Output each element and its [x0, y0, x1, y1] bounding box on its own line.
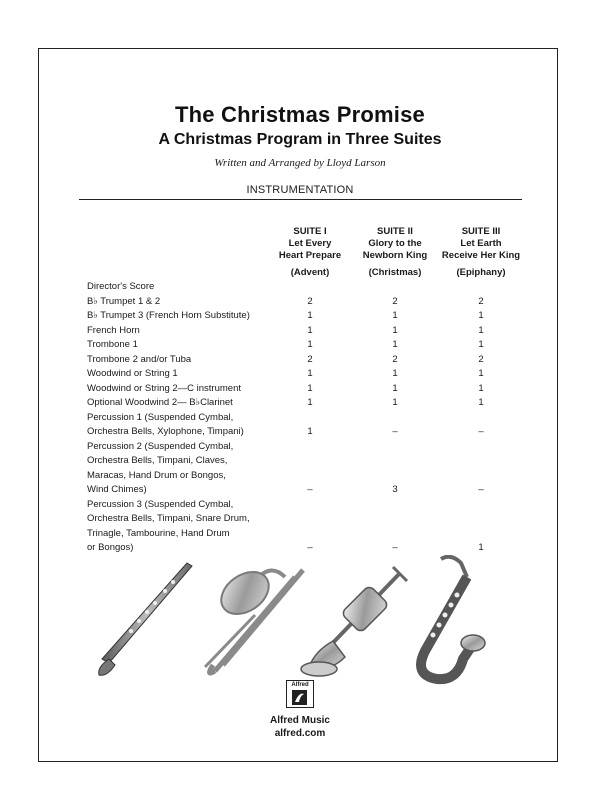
clarinet-icon [99, 563, 192, 675]
suite-2-count: 1 [392, 368, 398, 379]
table-row [87, 295, 527, 310]
suite-header-3 [421, 226, 541, 279]
table-row [87, 411, 527, 440]
suite-1-count: 2 [307, 353, 313, 365]
instrument-label: Percussion 2 (Suspended Cymbal, Orchestra Bells, Timpani, Claves, Maracas, Hand Drum or Bongos, Wind Chimes) [87, 440, 234, 495]
suite-2-count: 1 [392, 382, 398, 394]
suite-1-count: 1 [307, 368, 313, 379]
instrument-label: Woodwind or String 1 [87, 368, 178, 379]
instrument-label: French Horn [87, 324, 140, 336]
suite-1-count: 1 [307, 426, 313, 437]
suite-3-count: 2 [478, 353, 484, 365]
suite-1-count: 1 [307, 310, 313, 321]
table-row [87, 382, 527, 397]
instrumentation-table [87, 280, 527, 556]
instrument-illustration [95, 555, 495, 685]
instrument-label: Woodwind or String 2—C instrument [87, 382, 241, 394]
suite-title-line: Let Every [288, 238, 332, 249]
suite-3-count: 2 [478, 295, 484, 307]
suite-3-count: 1 [478, 397, 484, 408]
table-row [87, 353, 527, 368]
publisher-logo [286, 680, 314, 708]
suite-3-count: 1 [478, 382, 484, 394]
publisher-url[interactable]: alfred.com [274, 728, 326, 739]
instrument-label: Percussion 3 (Suspended Cymbal, Orchestra Bells, Timpani, Snare Drum, Trinagle, Tambourine, Hand Drum or Bongos) [87, 498, 250, 553]
suite-2-count: – [392, 426, 398, 437]
publisher-block [0, 714, 600, 740]
suite-2-count: 2 [392, 295, 398, 307]
arranger-credit: Written and Arranged by Lloyd Larson [214, 157, 386, 169]
instrument-label: Trombone 1 [87, 339, 138, 350]
instrument-label: Trombone 2 and/or Tuba [87, 353, 192, 365]
suite-title-line: Glory to the [368, 238, 422, 249]
suite-3-count: 1 [478, 542, 484, 553]
table-row [87, 338, 527, 353]
suite-1-count: 1 [307, 324, 313, 336]
suite-1-count: 1 [307, 382, 313, 394]
suite-2-count: 2 [392, 353, 398, 365]
table-row [87, 280, 527, 295]
suite-2-count: 1 [392, 339, 398, 350]
trumpet-icon [301, 567, 407, 676]
suite-season: (Christmas) [368, 267, 422, 278]
table-row [87, 324, 527, 339]
table-row [87, 396, 527, 411]
page-subtitle: A Christmas Program in Three Suites [158, 131, 442, 148]
instrument-label: Director's Score [87, 281, 155, 292]
suite-2-count: 1 [392, 397, 398, 408]
table-row [87, 367, 527, 382]
section-heading: INSTRUMENTATION [246, 184, 354, 196]
page-title: The Christmas Promise [175, 102, 425, 127]
suite-3-count: 1 [478, 310, 484, 321]
suite-3-count: – [478, 484, 484, 495]
suite-3-count: 1 [478, 368, 484, 379]
alfred-mark-icon [292, 690, 307, 705]
table-row [87, 440, 527, 498]
instrument-label: B♭ Trumpet 1 & 2 [87, 295, 161, 307]
suite-1-count: – [307, 484, 313, 495]
suite-1-count: 1 [307, 339, 313, 350]
instrument-label: B♭ Trumpet 3 (French Horn Substitute) [87, 310, 250, 321]
trombone-icon [205, 563, 303, 673]
suite-3-count: 1 [478, 339, 484, 350]
suite-name: SUITE I [293, 226, 327, 237]
suite-2-count: 1 [392, 310, 398, 321]
suite-3-count: 1 [478, 324, 484, 336]
suite-title-line: Let Earth [460, 238, 502, 249]
heading-rule [79, 199, 522, 200]
instrument-label: Percussion 1 (Suspended Cymbal, Orchestra Bells, Xylophone, Timpani) [87, 411, 244, 437]
suite-season: (Epiphany) [456, 267, 506, 278]
suite-name: SUITE III [461, 226, 501, 237]
publisher-name: Alfred Music [269, 715, 330, 726]
suite-3-count: – [478, 426, 484, 437]
suite-name: SUITE II [377, 226, 413, 237]
suite-2-count: – [392, 542, 398, 553]
instrument-label: Optional Woodwind 2— B♭Clarinet [87, 397, 233, 408]
suite-season: (Advent) [290, 267, 330, 278]
suite-2-count: 1 [392, 324, 398, 336]
table-row [87, 309, 527, 324]
suite-title-line: Newborn King [362, 250, 428, 261]
table-row [87, 498, 527, 556]
suite-1-count: 2 [307, 295, 313, 307]
suite-title-line: Receive Her King [441, 250, 521, 261]
suite-title-line: Heart Prepare [278, 250, 342, 261]
suite-1-count: – [307, 542, 313, 553]
suite-2-count: 3 [392, 484, 398, 495]
saxophone-icon [421, 557, 485, 679]
logo-text: Alfred [291, 682, 309, 688]
suite-1-count: 1 [307, 397, 313, 408]
